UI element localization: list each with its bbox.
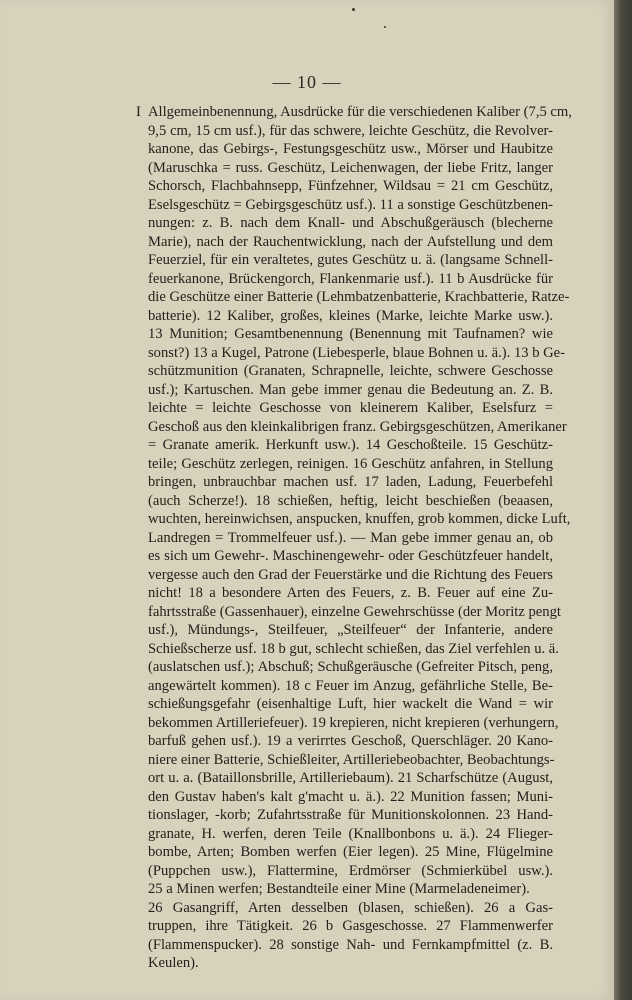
page-number: — 10 — [272,72,342,92]
text-line: (auslatschen usf.); Abschuß; Schußgeräusche (Gefreiter Pitsch, peng, [148,659,553,675]
text-line: Geschoß aus den kleinkalibrigen franz. Gebirgsgeschützen, Amerikaner [148,418,567,435]
paper-speck [352,8,355,11]
text-line: bringen, unbrauchbar machen usf. 17 laden, Ladung, Feuerbefehl [148,474,553,490]
text-line: usf.); Kartuschen. Man gebe immer genau die Bedeutung an. Z. B. [148,381,553,398]
text-line: (Maruschka = russ. Geschütz, Leichenwagen, der liebe Fritz, langer [148,159,553,176]
text-line: Landregen = Trommelfeuer usf.). — Man gebe immer genau an, ob [148,529,553,546]
text-line: feuerkanone, Brückengorch, Flankenmarie usf.). 11 b Ausdrücke für [148,270,553,287]
text-line: kanone, das Gebirgs-, Festungsgeschütz usw., Mörser und Haubitze [148,141,553,157]
text-line: vergesse auch den Grad der Feuerstärke und die Richtung des Feuers [148,566,553,583]
text-line: schießungsgefahr (eisenhaltige Luft, hier wackelt die Wand = wir [148,696,553,712]
text-line: nicht! 18 a besondere Arten des Feuers, z. B. Feuer auf eine Zu- [148,585,553,601]
text-line: teile; Geschütz zerlegen, reinigen. 16 Geschütz anfahren, in Stellung [148,455,553,472]
text-line: = Granate amerik. Herkunft usw.). 14 Geschoßteile. 15 Geschütz- [148,437,553,453]
text-line: Marie), nach der Rauchentwicklung, nach der Aufstellung und dem [148,233,553,250]
text-line: 26 Gasangriff, Arten desselben (blasen, schießen). 26 a Gas- [148,899,553,916]
section-marker: I [136,104,141,120]
text-line: granate, H. werfen, deren Teile (Knallbonbons u. ä.). 24 Flieger- [148,825,553,842]
text-line: (Flammenspucker). 28 sonstige Nah- und Fernkampfmittel (z. B. [148,936,553,953]
text-line: Schießscherze usf. 18 b gut, schlecht schießen, das Ziel verfehlen u. ä. [148,640,559,657]
text-line: wuchten, hereinwichsen, anspucken, knuffen, grob kommen, dicke Luft, [148,511,571,527]
text-line: (Puppchen usw.), Flattermine, Erdmörser (Schmierkübel usw.). [148,862,553,879]
text-line: usf.), Mündungs-, Steilfeuer, „Steilfeuer“ der Infanterie, andere [148,622,553,638]
book-spine-edge [614,0,632,1000]
text-line: batterie). 12 Kaliber, großes, kleines (Marke, leichte Marke usw.). [148,307,553,324]
text-line: 13 Munition; Gesamtbenennung (Benennung mit Taufnamen? wie [148,326,553,342]
text-line: die Geschütze einer Batterie (Lehmbatzenbatterie, Krachbatterie, Ratze- [148,289,570,305]
text-line: schützmunition (Granaten, Schrapnelle, leichte, schwere Geschosse [148,363,553,379]
paper-speck [384,26,386,28]
text-line: ort u. a. (Bataillonsbrille, Artilleriebaum). 21 Scharfschütze (August, [148,770,553,786]
text-line: fahrtsstraße (Gassenhauer), einzelne Gewehrschüsse (der Moritz pengt [148,603,561,620]
text-line: Allgemeinbenennung, Ausdrücke für die verschiedenen Kaliber (7,5 cm, [148,104,572,120]
text-line: bombe, Arten; Bomben werfen (Eier legen). 25 Mine, Flügelmine [148,844,553,860]
text-line: truppen, ihre Tätigkeit. 26 b Gasgeschosse. 27 Flammenwerfer [148,918,553,934]
text-line: (auch Scherze!). 18 schießen, heftig, leicht beschießen (beaasen, [148,492,553,509]
text-line: barfuß gehen usf.). 19 a verirrtes Geschoß, Querschläger. 20 Kano- [148,733,553,749]
text-line: Eselsgeschütz = Gebirgsgeschütz usf.). 11 a sonstige Geschützbenen- [148,196,553,213]
text-line: Feuerziel, für ein veraltetes, gutes Geschütz u. ä. (langsame Schnell- [148,252,553,268]
text-line: Schorsch, Flachbahnsepp, Fünfzehner, Wildsau = 21 cm Geschütz, [148,178,553,194]
text-line: den Gustav haben's kalt g'macht u. ä.). 22 Munition fassen; Muni- [148,788,553,805]
text-line: 25 a Minen werfen; Bestandteile einer Mine (Marmeladeneimer). [148,881,530,897]
text-line: 9,5 cm, 15 cm usf.), für das schwere, leichte Geschütz, die Revolver- [148,122,553,139]
text-line: niere einer Batterie, Schießleiter, Artilleriebeobachter, Beobachtungs- [148,751,555,768]
text-line: tionslager, -korb; Zufahrtsstraße für Munitionskolonnen. 23 Hand- [148,807,553,823]
text-line: bekommen Artilleriefeuer). 19 krepieren, nicht krepieren (verhungern, [148,714,559,731]
text-line: sonst?) 13 a Kugel, Patrone (Liebesperle, blaue Bohnen u. ä.). 13 b Ge- [148,344,566,361]
text-line: Keulen). [148,955,199,971]
body-text [148,103,572,973]
text-line: leichte = leichte Geschosse von kleinerem Kaliber, Eselsfurz = [148,400,553,416]
text-line: angewärtelt kommen). 18 c Feuer im Anzug, gefährliche Stelle, Be- [148,677,553,694]
text-line: nungen: z. B. nach dem Knall- und Abschußgeräusch (blecherne [148,215,553,231]
text-line: es sich um Gewehr-. Maschinengewehr- oder Geschützfeuer handelt, [148,548,553,564]
